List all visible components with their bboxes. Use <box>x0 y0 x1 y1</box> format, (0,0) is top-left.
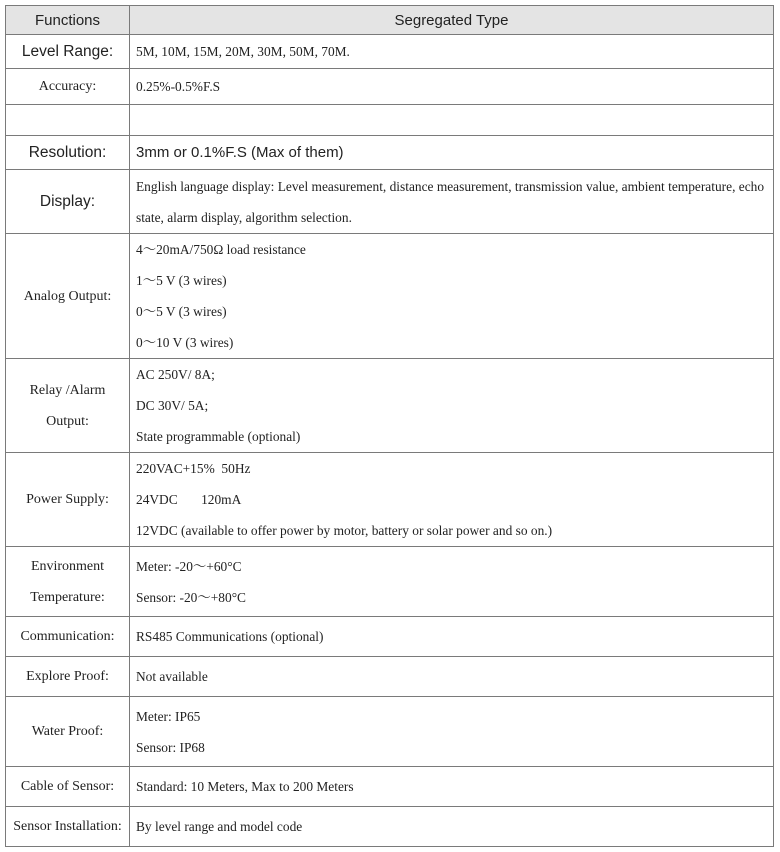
label-analog-output: Analog Output: <box>6 234 130 359</box>
value-power-supply <box>130 453 774 547</box>
value-explore-proof <box>130 657 774 697</box>
row-water-proof <box>6 697 774 767</box>
value-line: Sensor: -20～+80°C <box>136 589 246 605</box>
value-line: Standard: 10 Meters, Max to 200 Meters <box>136 779 354 794</box>
value-line: 5M, 10M, 15M, 20M, 30M, 50M, 70M. <box>136 44 350 59</box>
value-resolution <box>130 136 774 170</box>
value-environment-temperature <box>130 547 774 617</box>
row-explore-proof <box>6 657 774 697</box>
value-line: 1～5 V (3 wires) <box>136 273 227 288</box>
value-accuracy <box>130 69 774 105</box>
label-power-supply: Power Supply: <box>6 453 130 547</box>
value-line: AC 250V/ 8A; <box>136 367 215 382</box>
spec-table <box>5 5 774 847</box>
row-empty <box>6 105 774 136</box>
value-line: Meter: -20～+60°C <box>136 558 242 574</box>
value-line: Sensor: IP68 <box>136 739 205 755</box>
row-cable-of-sensor <box>6 767 774 807</box>
value-display <box>130 170 774 234</box>
row-display <box>6 170 774 234</box>
label-cable-of-sensor: Cable of Sensor: <box>6 767 130 807</box>
label-resolution: Resolution: <box>6 136 130 170</box>
row-environment-temperature <box>6 547 774 617</box>
value-relay-alarm <box>130 359 774 453</box>
label-empty <box>6 105 130 136</box>
label-line: Environment <box>30 558 105 574</box>
value-line: 3mm or 0.1%F.S (Max of them) <box>136 144 344 161</box>
label-water-proof: Water Proof: <box>6 697 130 767</box>
value-line: English language display: Level measurement, distance measurement, transmission value, ambient temperature, echo state, alarm display, algorithm selection. <box>136 178 765 225</box>
row-level-range <box>6 35 774 69</box>
label-explore-proof: Explore Proof: <box>6 657 130 697</box>
row-analog-output <box>6 234 774 359</box>
label-relay-alarm <box>6 359 130 453</box>
value-level-range <box>130 35 774 69</box>
header-type: Segregated Type <box>130 6 774 35</box>
value-water-proof <box>130 697 774 767</box>
value-line: 0～10 V (3 wires) <box>136 335 234 350</box>
value-sensor-installation <box>130 807 774 847</box>
value-analog-output <box>130 234 774 359</box>
label-line: Output: <box>46 413 89 429</box>
row-resolution <box>6 136 774 170</box>
value-line: 0～5 V (3 wires) <box>136 304 227 319</box>
value-communication <box>130 617 774 657</box>
label-accuracy: Accuracy: <box>6 69 130 105</box>
label-level-range: Level Range: <box>6 35 130 69</box>
value-line: Meter: IP65 <box>136 708 201 724</box>
value-empty <box>130 105 774 136</box>
value-line: 4～20mA/750Ω load resistance <box>136 242 306 257</box>
row-power-supply <box>6 453 774 547</box>
value-line: 24VDC 120mA <box>136 492 242 507</box>
label-environment-temperature <box>6 547 130 617</box>
value-line: 220VAC+15% 50Hz <box>136 461 251 476</box>
label-communication: Communication: <box>6 617 130 657</box>
value-line: Not available <box>136 669 208 684</box>
value-cable-of-sensor <box>130 767 774 807</box>
value-line: RS485 Communications (optional) <box>136 629 324 644</box>
label-line: Relay /Alarm <box>29 382 106 398</box>
row-accuracy <box>6 69 774 105</box>
label-sensor-installation: Sensor Installation: <box>6 807 130 847</box>
header-row <box>6 6 774 35</box>
value-line: 0.25%-0.5%F.S <box>136 79 221 94</box>
label-line: Temperature: <box>30 589 105 605</box>
value-line: By level range and model code <box>136 819 303 834</box>
value-line: DC 30V/ 5A; <box>136 398 209 413</box>
value-line: 12VDC (available to offer power by motor, battery or solar power and so on.) <box>136 523 553 538</box>
header-functions: Functions <box>6 6 130 35</box>
row-relay-alarm <box>6 359 774 453</box>
label-display: Display: <box>6 170 130 234</box>
value-line: State programmable (optional) <box>136 429 301 444</box>
row-sensor-installation <box>6 807 774 847</box>
row-communication <box>6 617 774 657</box>
